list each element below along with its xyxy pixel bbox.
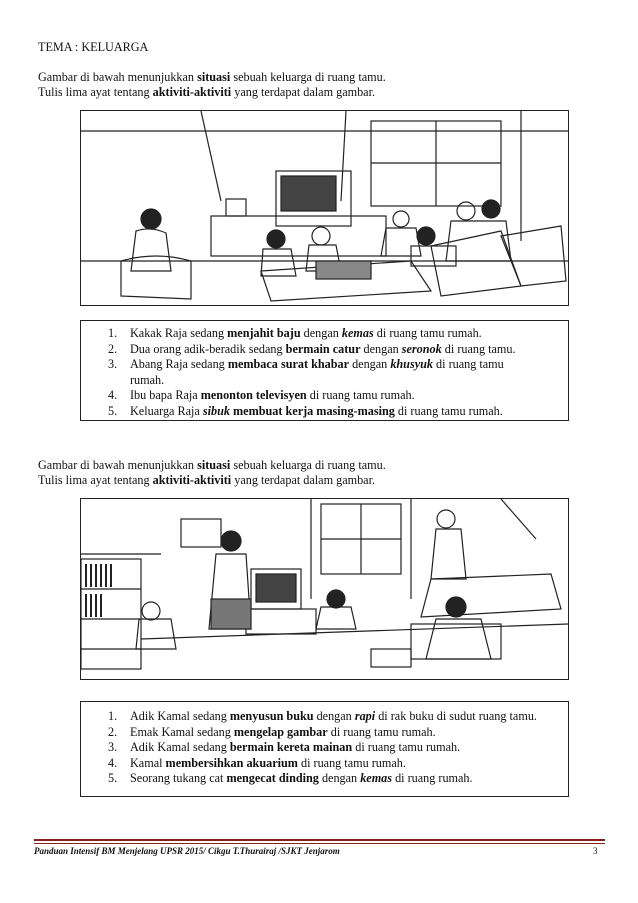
item-number: 2.	[108, 341, 118, 356]
emphasis-text: menyusun buku	[229, 709, 314, 723]
text-run: dengan	[349, 357, 391, 371]
emphasis-text: situasi	[197, 458, 231, 472]
answer-text	[130, 771, 473, 785]
answer-text	[130, 709, 537, 723]
text-run: di ruang tamu.	[441, 341, 516, 356]
emphasis-text: membuat kerja masing-masing	[233, 403, 395, 418]
text-run: Dua orang adik-beradik sedang	[130, 341, 286, 356]
answer-text	[130, 725, 436, 739]
text-run: Kakak Raja sedang	[130, 326, 228, 340]
emphasis-text: menjahit baju	[227, 326, 301, 340]
emphasis-text: membaca surat khabar	[227, 357, 350, 371]
answer-item	[108, 388, 558, 404]
text-run: di rak buku di sudut ruang tamu.	[375, 709, 537, 723]
text-run: di ruang tamu rumah.	[394, 403, 503, 418]
answer-item	[108, 326, 558, 342]
item-number: 2.	[108, 724, 118, 739]
text-run: Gambar di bawah menunjukkan	[38, 70, 198, 84]
answer-box-2	[80, 701, 569, 797]
text-run: Adik Kamal sedang	[130, 709, 230, 723]
text-run: Keluarga Raja	[130, 403, 203, 418]
emphasis-text: aktiviti-aktiviti	[152, 473, 232, 487]
text-run: di ruang tamu rumah.	[306, 388, 415, 402]
item-number: 4.	[108, 755, 118, 770]
text-run: di ruang rumah.	[392, 771, 473, 785]
text-run: Abang Raja sedang	[130, 357, 228, 371]
emphasis-text: mengecat dinding	[226, 771, 319, 785]
text-run: Seorang tukang cat	[130, 771, 227, 785]
text-run: Tulis lima ayat tentang	[38, 85, 153, 99]
text-run: Kamal	[130, 755, 166, 770]
instruction-line-1	[38, 70, 386, 85]
item-number: 4.	[108, 388, 118, 402]
answer-item	[108, 725, 563, 741]
theme-heading: TEMA : KELUARGA	[38, 40, 149, 54]
item-number: 5.	[108, 771, 118, 785]
emphasis-text: kemas	[360, 771, 393, 785]
text-run: Emak Kamal sedang	[130, 724, 234, 739]
emphasis-text: sibuk	[202, 403, 230, 418]
instruction-line-3	[38, 458, 386, 473]
text-run: dengan	[360, 341, 402, 356]
item-number: 5.	[108, 403, 118, 418]
emphasis-text: kemas	[341, 326, 374, 340]
instruction-line-2	[38, 85, 375, 100]
emphasis-text: menonton televisyen	[200, 388, 307, 402]
answer-text	[130, 388, 415, 402]
footer-text: Panduan Intensif BM Menjelang UPSR 2015/ Cikgu T.Thurairaj /SJKT Jenjarom	[34, 846, 340, 856]
instruction-line-4	[38, 473, 375, 488]
emphasis-text: bermain catur	[285, 341, 361, 356]
answer-text	[130, 404, 503, 418]
item-number: 1.	[108, 326, 118, 340]
item-number: 3.	[108, 740, 118, 754]
text-run: Ibu bapa Raja	[130, 388, 201, 402]
text-run: di ruang tamu rumah.	[297, 755, 406, 770]
text-run: yang terdapat dalam gambar.	[231, 473, 376, 487]
answer-text	[130, 326, 482, 340]
emphasis-text: membersihkan akuarium	[165, 755, 298, 770]
answer-item	[108, 342, 558, 358]
text-run: Adik Kamal sedang	[130, 740, 230, 754]
text-run: Gambar di bawah menunjukkan	[38, 458, 198, 472]
living-room-illustration-2	[80, 498, 569, 680]
emphasis-text: rapi	[354, 709, 376, 723]
answer-text	[130, 357, 540, 388]
text-run: di ruang tamu rumah.	[352, 740, 461, 754]
answer-text	[130, 740, 460, 754]
answer-item	[108, 756, 563, 772]
answer-item	[108, 709, 563, 725]
answer-item	[108, 771, 563, 787]
living-room-illustration-1	[80, 110, 569, 306]
emphasis-text: khusyuk	[390, 357, 433, 371]
item-number: 1.	[108, 709, 118, 723]
answer-box-1	[80, 320, 569, 421]
answer-item	[108, 357, 558, 388]
footer-rule-thin	[34, 843, 605, 844]
text-run: yang terdapat dalam gambar.	[231, 85, 376, 99]
text-run: di ruang tamu rumah.	[373, 326, 482, 340]
emphasis-text: situasi	[197, 70, 231, 84]
text-run: dengan	[313, 709, 355, 723]
emphasis-text: aktiviti-aktiviti	[152, 85, 232, 99]
answer-list-2	[108, 709, 563, 787]
answer-text	[130, 756, 406, 770]
answer-item	[108, 740, 563, 756]
emphasis-text: seronok	[401, 341, 442, 356]
text-run: sebuah keluarga di ruang tamu.	[230, 70, 386, 84]
text-run: Tulis lima ayat tentang	[38, 473, 153, 487]
text-run: di ruang tamu rumah.	[327, 724, 436, 739]
text-run: sebuah keluarga di ruang tamu.	[230, 458, 386, 472]
text-run: di ruang tamu rumah.	[130, 357, 504, 387]
emphasis-text: mengelap gambar	[233, 724, 328, 739]
item-number: 3.	[108, 357, 118, 371]
footer-rule	[34, 839, 605, 841]
text-run: dengan	[300, 326, 342, 340]
page-number: 3	[593, 846, 598, 856]
text-run: dengan	[318, 771, 361, 785]
answer-item	[108, 404, 558, 420]
answer-text	[130, 342, 516, 356]
answer-list-1	[108, 326, 558, 419]
emphasis-text: bermain kereta mainan	[229, 740, 353, 754]
